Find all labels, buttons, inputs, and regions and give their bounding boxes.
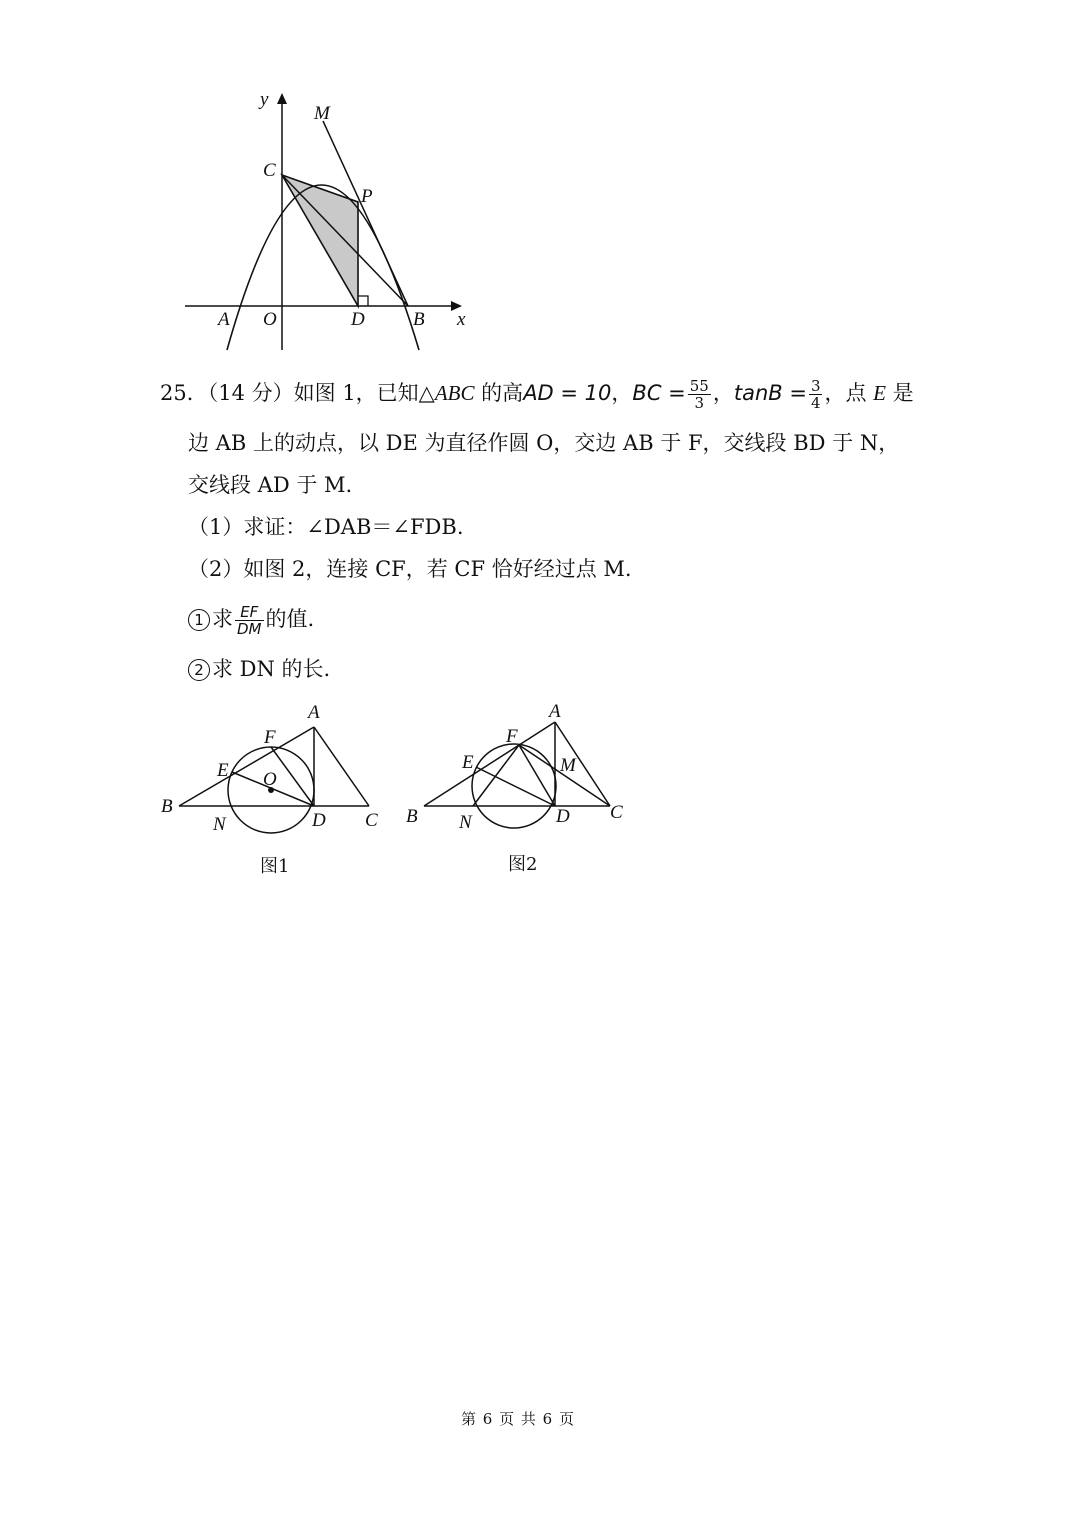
bc-fraction: $\frac{55}{3}$ <box>689 377 709 412</box>
fig2-label-n: N <box>459 812 472 833</box>
point-e: E <box>873 381 886 405</box>
problem-line-3: 交线段 AD 于 M. <box>188 473 353 497</box>
fig1-label-e: E <box>217 760 229 781</box>
parabola-graph <box>170 85 480 360</box>
fig2-label-a: A <box>549 701 561 722</box>
fig2-label-d: D <box>556 806 570 827</box>
circled-number-2: 2 <box>188 659 210 681</box>
fig2-label-f: F <box>506 726 518 747</box>
label-o: O <box>263 309 277 330</box>
label-x: x <box>457 309 466 330</box>
fig2-label-c: C <box>610 802 623 823</box>
figure-2 <box>400 700 640 885</box>
triangle-name: ABC <box>434 381 475 405</box>
fig2-caption: 图2 <box>508 854 538 875</box>
fig1-label-a: A <box>308 702 320 723</box>
problem-score: （14 分） <box>207 381 294 405</box>
page-footer: 第 6 页 共 6 页 <box>461 1410 575 1428</box>
fig2-label-m: M <box>560 755 576 776</box>
problem-intro: 如图 1，已知△ <box>293 381 435 405</box>
problem-line-1: 25．（14 分）如图 1，已知△ABC 的高AD = 10，BC = $\frac{55}{3}$ ，tanB = $\frac{3}{4}$ ，点 E 是 <box>160 377 914 412</box>
problem-number: 25． <box>160 381 208 405</box>
fig1-label-n: N <box>213 814 226 835</box>
fig1-label-b: B <box>161 796 173 817</box>
fig1-label-f: F <box>264 727 276 748</box>
tan-fraction: $\frac{3}{4}$ <box>810 377 821 412</box>
fig1-caption: 图1 <box>260 856 290 877</box>
subquestion-2 <box>188 654 330 684</box>
problem-line-2: 边 AB 上的动点，以 DE 为直径作圆 O，交边 AB 于 F，交线段 BD 于 N， <box>188 431 900 455</box>
sub2-text: 求 DN 的长. <box>212 657 331 681</box>
shaded-quadrilateral <box>282 175 358 306</box>
ad-equation: AD = 10 <box>523 381 612 405</box>
circled-number-1: 1 <box>188 609 210 631</box>
label-b: B <box>413 309 425 330</box>
right-angle-mark <box>358 296 368 306</box>
question-2: （2）如图 2，连接 CF，若 CF 恰好经过点 M. <box>188 557 632 581</box>
segment-ac <box>314 727 369 806</box>
sub1-prefix: 求 <box>212 607 233 631</box>
sub1-suffix: 的值. <box>265 607 315 631</box>
question-1: （1）求证：∠DAB＝∠FDB. <box>188 515 464 539</box>
point-e-text: ，点 <box>824 381 874 405</box>
segment-fn <box>473 745 519 806</box>
label-m: M <box>314 103 330 124</box>
fig1-label-o: O <box>263 769 277 790</box>
label-a: A <box>218 309 230 330</box>
label-d: D <box>351 309 365 330</box>
problem-block <box>160 378 940 698</box>
subquestion-1 <box>188 604 314 637</box>
segment-ba <box>179 727 314 806</box>
label-c: C <box>263 160 276 181</box>
ef-dm-fraction: $\frac{EF}{DM}$ <box>237 603 262 638</box>
segment-ba <box>424 722 555 806</box>
fig1-label-c: C <box>365 810 378 831</box>
label-p: P <box>361 186 373 207</box>
shi-text: 是 <box>886 381 914 405</box>
y-axis-arrow <box>277 93 287 104</box>
fig1-label-d: D <box>312 810 326 831</box>
label-y: y <box>260 89 269 110</box>
fig2-label-b: B <box>406 806 418 827</box>
tan-label: tanB = <box>733 381 807 405</box>
figure-1 <box>155 700 395 885</box>
fig2-label-e: E <box>462 752 474 773</box>
height-text: 的高 <box>474 381 524 405</box>
bc-label: BC = <box>632 381 686 405</box>
